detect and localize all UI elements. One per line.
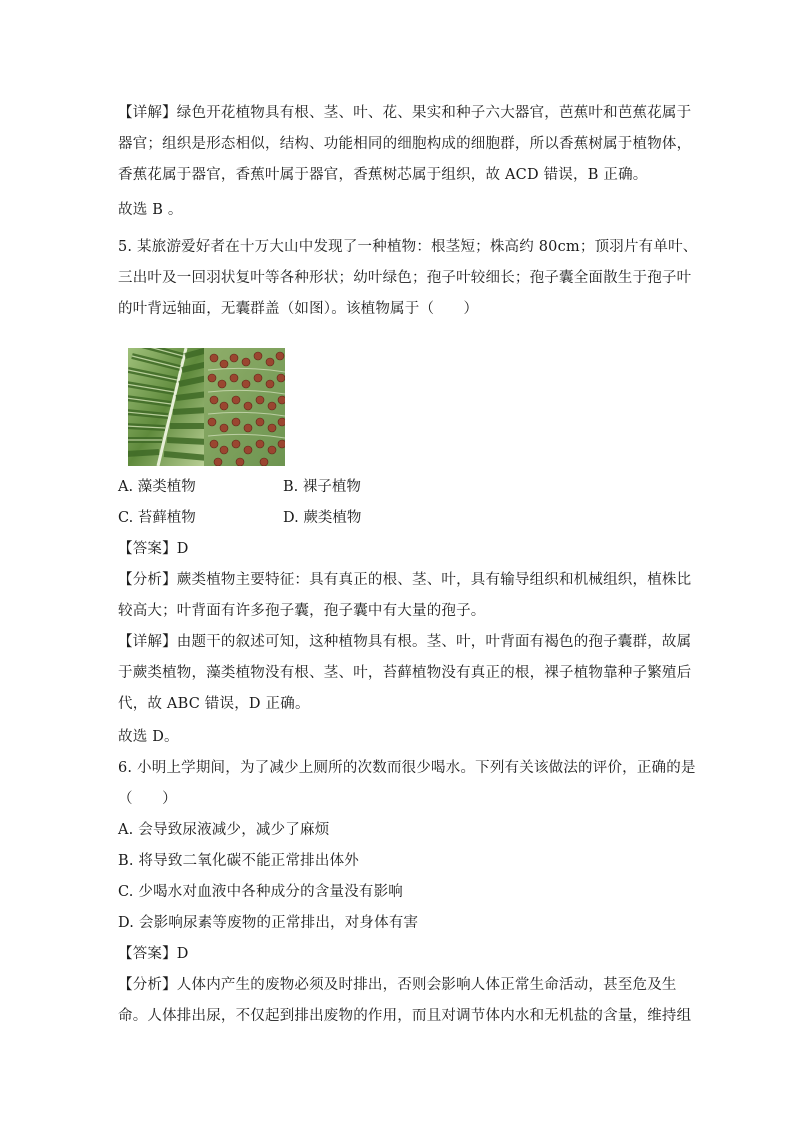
q6-analysis-line-1: 【分析】人体内产生的废物必须及时排出，否则会影响人体正常生命活动，甚至危及生 (118, 977, 677, 993)
q4-explain-line-2: 器官；组织是形态相似，结构、功能相同的细胞构成的细胞群，所以香蕉树属于植物体， (118, 136, 692, 152)
q6-stem-line-1: 6. 小明上学期间，为了减少上厕所的次数而很少喝水。下列有关该做法的评价，正确的是 (118, 760, 696, 776)
q5-choose: 故选 D。 (118, 729, 179, 745)
q6-stem-line-2: （ ） (118, 791, 177, 807)
q6-option-c: C. 少喝水对血液中各种成分的含量没有影响 (118, 884, 403, 900)
q6-option-d: D. 会影响尿素等废物的正常排出，对身体有害 (118, 915, 419, 931)
q5-stem-line-3: 的叶背远轴面，无囊群盖（如图）。该植物属于（ ） (118, 301, 479, 317)
q5-explain-line-3: 代，故 ABC 错误，D 正确。 (118, 696, 310, 712)
q5-analysis-line-2: 较高大；叶背面有许多孢子囊，孢子囊中有大量的孢子。 (118, 603, 486, 619)
q5-option-b: B. 裸子植物 (283, 479, 361, 495)
q5-option-c: C. 苔藓植物 (118, 510, 196, 526)
q4-explain-line-1: 【详解】绿色开花植物具有根、茎、叶、花、果实和种子六大器官，芭蕉叶和芭蕉花属于 (118, 105, 692, 121)
q6-option-b: B. 将导致二氧化碳不能正常排出体外 (118, 853, 359, 869)
q6-analysis-line-2: 命。人体排出尿，不仅起到排出废物的作用，而且对调节体内水和无机盐的含量，维持组 (118, 1008, 692, 1024)
q4-choose: 故选 B 。 (118, 202, 183, 218)
q5-explain-line-2: 于蕨类植物，藻类植物没有根、茎、叶，苔藓植物没有真正的根，裸子植物靠种子繁殖后 (118, 665, 692, 681)
q5-stem-line-2: 三出叶及一回羽状复叶等各种形状；幼叶绿色；孢子叶较细长；孢子囊全面散生于孢子叶 (118, 270, 692, 286)
q5-analysis-line-1: 【分析】蕨类植物主要特征：具有真正的根、茎、叶，具有输导组织和机械组织，植株比 (118, 572, 692, 588)
fern-photo (128, 348, 285, 466)
q6-answer: 【答案】D (118, 946, 189, 962)
q5-stem-line-1: 5. 某旅游爱好者在十万大山中发现了一种植物：根茎短；株高约 80cm；顶羽片有单叶、 (118, 239, 698, 255)
q4-explain-line-3: 香蕉花属于器官，香蕉叶属于器官，香蕉树芯属于组织，故 ACD 错误，B 正确。 (118, 167, 648, 183)
q5-answer: 【答案】D (118, 541, 189, 557)
q6-option-a: A. 会导致尿液减少，减少了麻烦 (118, 822, 330, 838)
q5-option-d: D. 蕨类植物 (283, 510, 362, 526)
fern-figure (128, 348, 285, 466)
q5-explain-line-1: 【详解】由题干的叙述可知，这种植物具有根。茎、叶，叶背面有褐色的孢子囊群，故属 (118, 634, 692, 650)
q5-option-a: A. 藻类植物 (118, 479, 196, 495)
